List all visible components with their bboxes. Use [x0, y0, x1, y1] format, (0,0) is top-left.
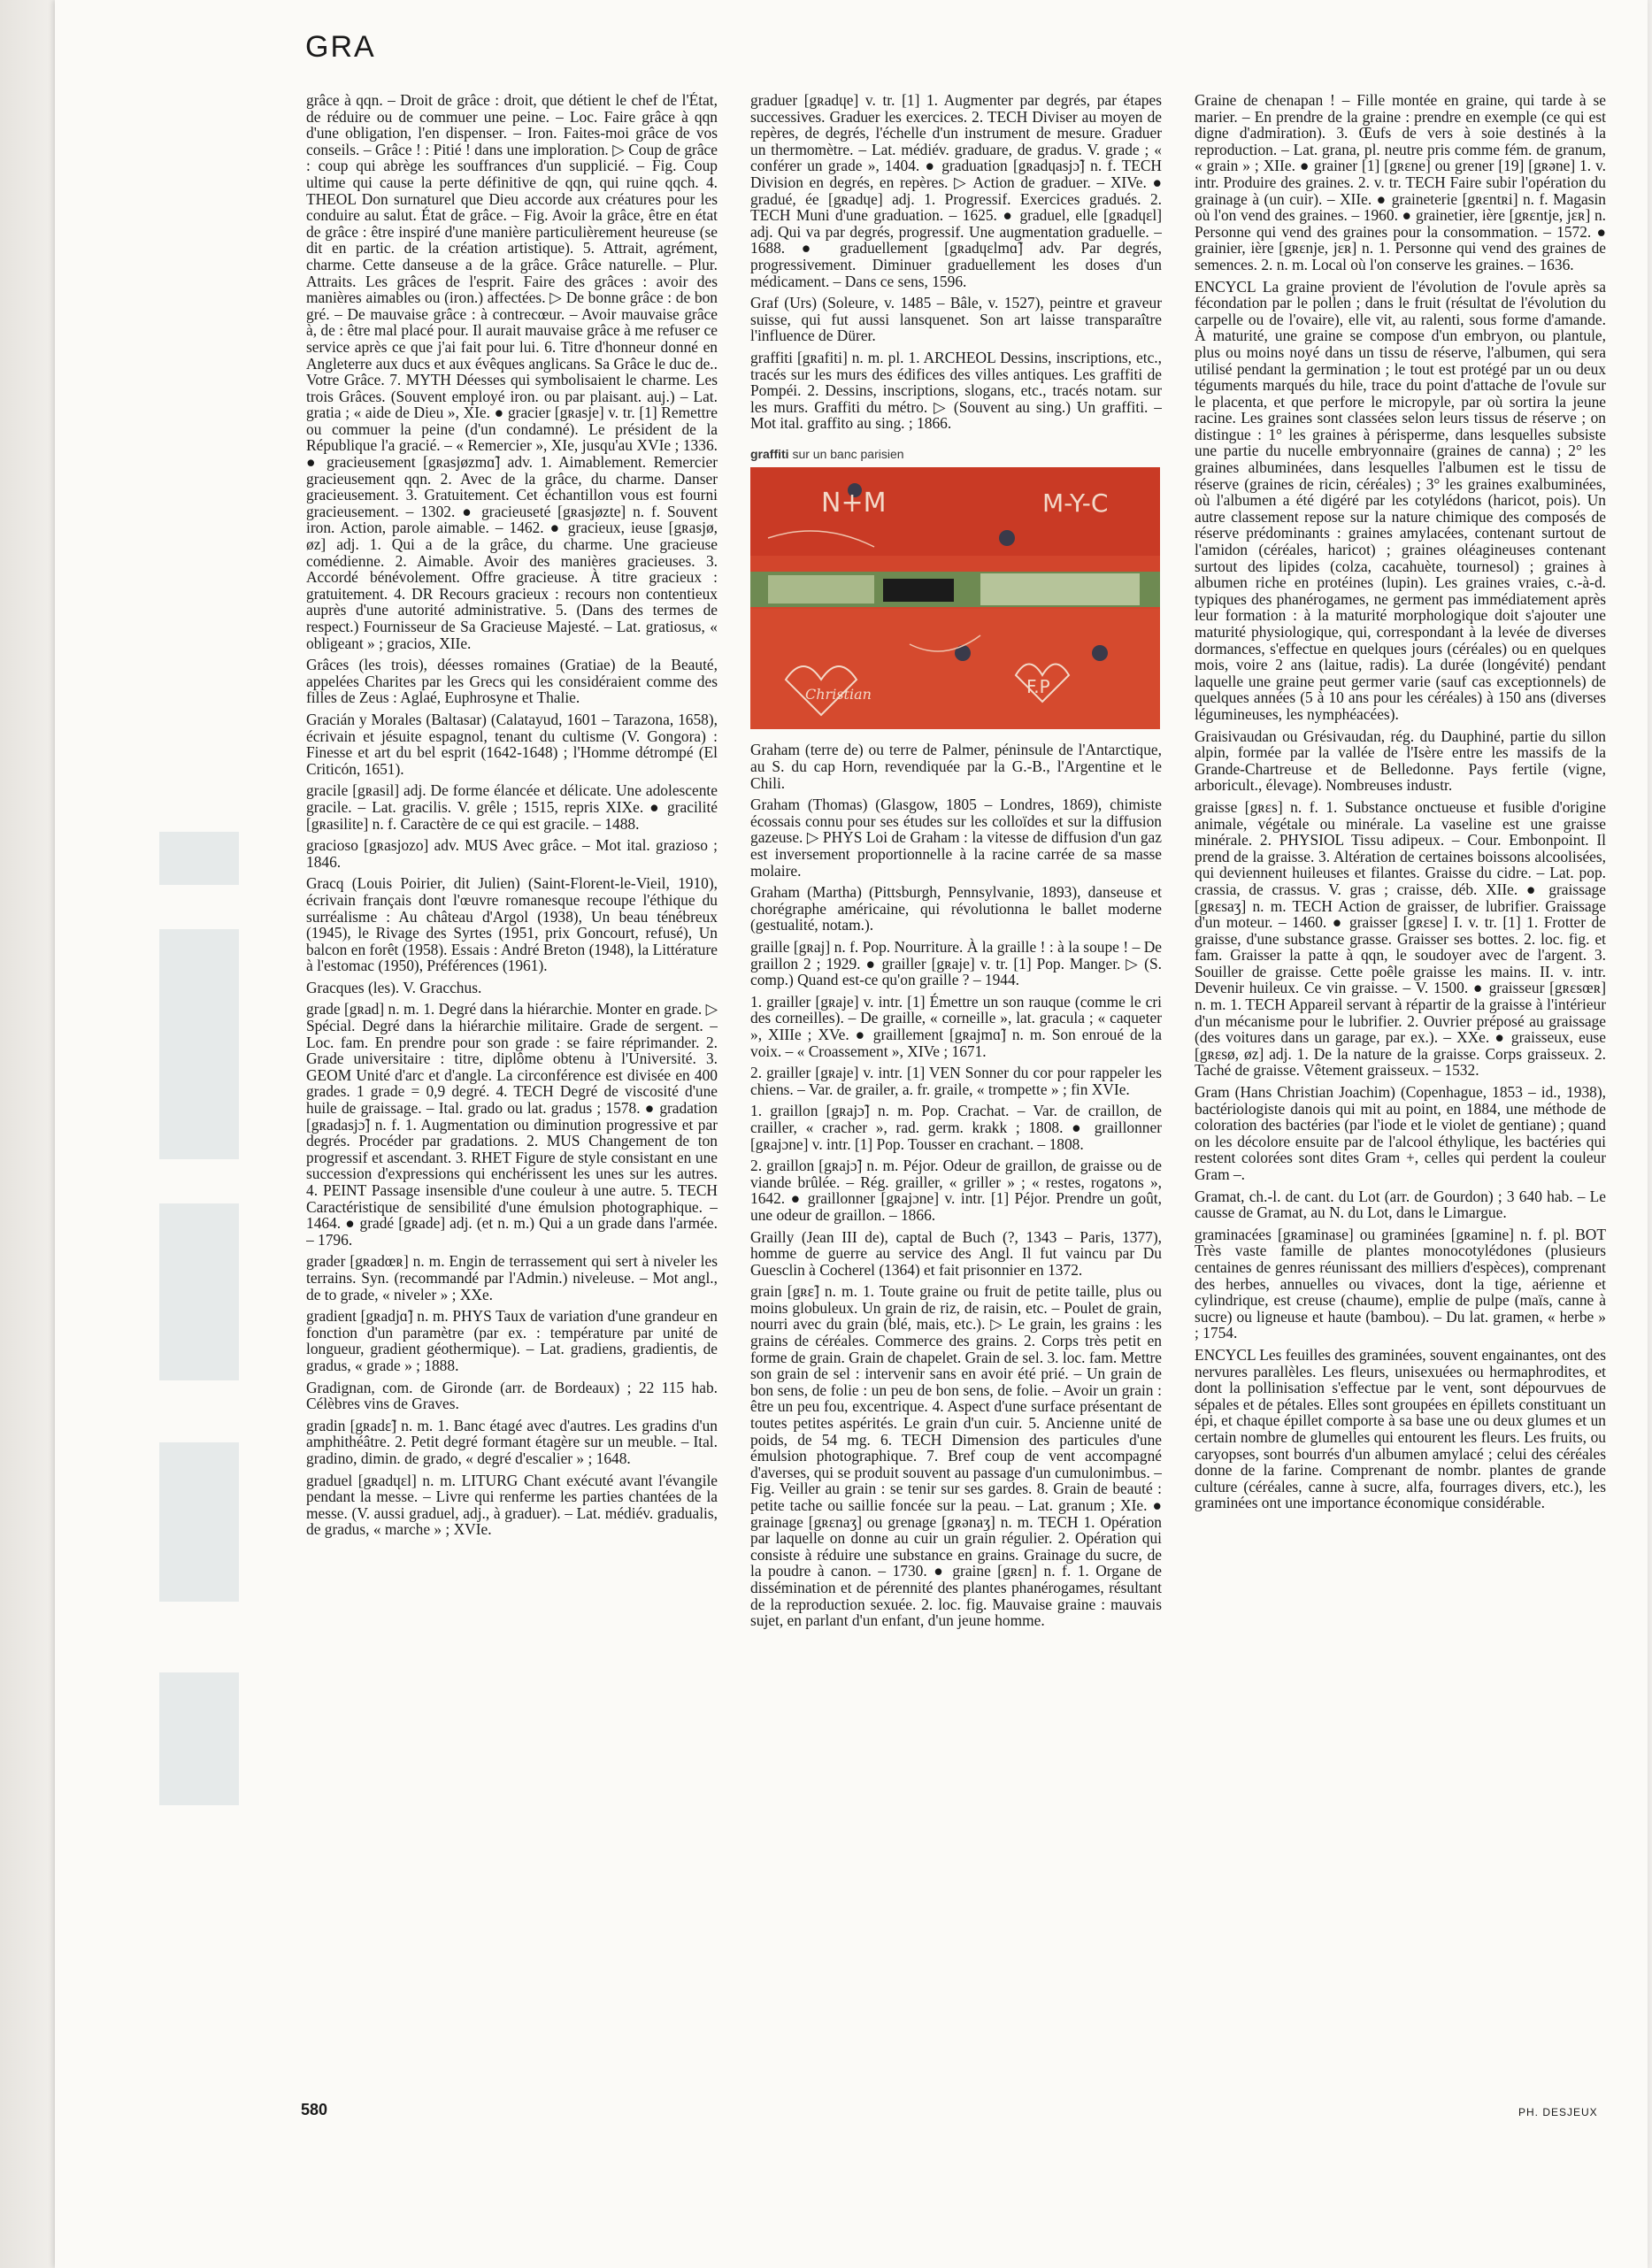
graffiti-tag-1: N+M — [821, 488, 887, 519]
photo-caption-text: sur un banc parisien — [792, 446, 904, 461]
entry-grailler-1: 1. grailler [gʀaje] v. intr. [1] Émettre un son rauque (comme le cri des corneilles). – De graille, « corneille », lat. gracula ; « caqueter », XIIIe ; XVe. ● graillement [gʀajmɑ̃] n. m. Son enroué de la voix. – « Croassement », XIVe ; 1671. — [750, 992, 1162, 1060]
entry-graham-martha: Graham (Martha) (Pittsburgh, Pennsylvanie, 1893), danseuse et chorégraphe américaine, qui révolutionna le ballet moderne (gestualité, notam.). — [750, 883, 1162, 934]
graffiti-tag-2: M-Y-C — [1042, 488, 1109, 519]
entry-graine-cont: Graine de chenapan ! – Fille montée en graine, qui tarde à se marier. – En prendre de la graine : prendre en exemple (ce qui est digne d'admiration). 3. Œufs de vers à soie destinés à la reproduction. – Lat. grana, pl. neutre pris comme fém. de granum, « grain » ; XIIe. ● grainer [1] [gʀɛne] ou grener [19] [gʀəne] 1. v. intr. Produire des graines. 2. v. tr. TECH Faire subir l'opération du grainage à (un cuir). – XIIe. ● graineterie [gʀɛntʀi] n. f. Magasin où l'on vend des graines. – 1960. ● grainetier, ière [gʀɛntje, jɛʀ] n. Personne qui vend des graines pour la consommation. – 1572. ● grainier, ière [gʀɛnje, jɛʀ] n. 1. Personne qui vend des graines de semences. 2. n. m. Local où l'on conserve les graines. – 1636. — [1195, 92, 1606, 273]
entry-graminees-encycl: ENCYCL Les feuilles des graminées, souvent engainantes, ont des nervures parallèles. Les fleurs, unisexuées ou hermaphrodites, et dont la pollinisation s'effectue par le vent, sont dépourvues de sépales et de pétales. Elles sont groupées en épillets constituant un épi, et chaque épillet comporte à sa base une ou deux glumes et un certain nombre de glumelles qui entourent les fleurs. Les fruits, ou caryopses, sont bourrés d'un albumen amylacé ; celui des céréales donne de la farine. Comprenant de nombr. plantes de grande culture (céréales, canne à sucre, alfa, fourrages divers, etc.), les graminées ont une importance économique considérable. — [1195, 1345, 1606, 1512]
entry-gracile: gracile [gʀasil] adj. De forme élancée et délicate. Une adolescente gracile. – Lat. gracilis. V. grêle ; 1515, repris XIXe. ● gracilité [gʀasilite] n. f. Caractère de ce qui est gracile. – 1488. — [306, 781, 718, 833]
entry-gracian: Gracián y Morales (Baltasar) (Calatayud, 1601 – Tarazona, 1658), écrivain et jésuite espagnol, tenant du cultisme (V. Gongora) : Finesse et art du bel esprit (1642-1648) ; l'Homme détrompé (El Criticón, 1651). — [306, 710, 718, 778]
entry-graine-encycl: ENCYCL La graine provient de l'évolution de l'ovule après sa fécondation par le pollen ; dans le fruit (résultat de l'évolution du carpelle ou de l'ovaire), elle vit, au ralenti, sous forme d'amande. À maturité, une graine se compose d'un embryon, ou plantule, plus ou moins noyé dans un tissu de réserve, l'albumen, qui sera utilisé pendant la germination ; le tout est protégé par un ou deux téguments marqués du hile, trace du point d'attache de l'ovule sur le placenta, et que perfore le micropyle, par où sortira la jeune racine. Les graines sont classées selon leurs tissus de réserve ; on distingue : 1° les graines à périsperme, dans lesquelles subsiste une partie du nucelle embryonnaire (graines de canna) ; 2° les graines albuminées, dans lesquelles l'albumen est le tissu de réserve (graines de ricin, céréales) ; 3° les graines exalbuminées, où l'albumen a été digéré par les cotylédons (haricot, pois). Un autre classement repose sur la nature chimique des composés de réserve prédominants : graines amylacées, contenant surtout de l'amidon (céréales, haricot) ; graines oléagineuses contenant surtout des lipides (colza, cacahuète, tournesol) ; graines à albumen riche en protéines (lupin). Les graines vraies, c.-à-d. typiques des phanérogames, ne germent pas immédiatement après leur formation : à la maturité morphologique doit s'ajouter une maturité physiologique, qui, correspondant à la levée de diverses dormances, s'effectue en quelques jours (céréales) ou en quelques mois, voire 2 ans (laitue, radis). La durée (longévité) pendant laquelle une graine peut germer varie (sauf cas exceptionnels) de quelques années (5 à 10 ans pour les céréales) à 150 ans (diverses légumineuses, les nymphéacées). — [1195, 277, 1606, 723]
graffiti-bench-image — [750, 467, 1160, 729]
graffiti-photo — [750, 467, 1160, 729]
entry-graham-terre: Graham (terre de) ou terre de Palmer, péninsule de l'Antarctique, au S. du cap Horn, revendiquée par la G.-B., l'Argentine et le Chili. — [750, 741, 1162, 792]
entry-graf: Graf (Urs) (Soleure, v. 1485 – Bâle, v. 1527), peintre et graveur suisse, qui fut aussi lansquenet. Son art laisse transparaître l'influence de Dürer. — [750, 294, 1162, 345]
entry-gracq: Gracq (Louis Poirier, dit Julien) (Saint-Florent-le-Vieil, 1910), écrivain français dont l'œuvre romanesque recoupe l'éthique du surréalisme : Au château d'Argol (1938), Un beau ténébreux (1945), le Rivage des Syrtes (1951, prix Goncourt, refusé), Un balcon en forêt (1958). Essais : André Breton (1948), la Littérature à l'estomac (1950), Préférences (1961). — [306, 874, 718, 975]
entry-graduel-noun: graduel [gʀadɥɛl] n. m. LITURG Chant exécuté avant l'évangile pendant la messe. – Livre qui renferme les parties chantées de la messe. (V. aussi graduel, adj., à graduer). – Lat. médiév. gradualis, de gradus, « marche » ; XVIe. — [306, 1471, 718, 1539]
entry-graduer: graduer [gʀadɥe] v. tr. [1] 1. Augmenter par degrés, par étapes successives. Graduer les exercices. 2. TECH Diviser au moyen de repères, de degrés, l'échelle d'un instrument de mesure. Graduer un thermomètre. – Lat. médiév. graduare, de gradus. V. grade ; « conférer un grade », 1404. ● graduation [gʀadɥasjɔ̃] n. f. TECH Division en degrés, en repères. ▷ Action de graduer. – XIVe. ● gradué, ée [gʀadɥe] adj. 1. Progressif. Exercices gradués. 2. TECH Muni d'une graduation. – 1625. ● graduel, elle [gʀadɥɛl] adj. Qui va par degrés, progressif. Une augmentation graduelle. – 1688. ● graduellement [gʀadɥɛlmɑ̃] adv. Par degrés, progressivement. Diminuer graduellement les doses d'un médicament. – Dans ce sens, 1596. — [750, 92, 1162, 290]
entry-gradient: gradient [gʀadjɑ̃] n. m. PHYS Taux de variation d'une grandeur en fonction d'un paramètre (par ex. : température par unité de longueur, gradient géothermique). – Lat. gradiens, gradientis, de gradus, « grade » ; 1888. — [306, 1307, 718, 1374]
entry-grace: grâce à qqn. – Droit de grâce : droit, que détient le chef de l'État, de réduire ou de commuer une peine. – Loc. Faire grâce à qqn d'une obligation, l'en dispenser. – Iron. Faites-moi grâce de vos conseils. – Grâce ! : Pitié ! dans une imploration. ▷ Coup de grâce : coup qui abrège les souffrances d'un supplicié. – Fig. Coup ultime qui cause la perte définitive de qqn, qui ruine qqch. 4. THEOL Don surnaturel que Dieu accorde aux créatures pour les conduire au salut. État de grâce. – Fig. Avoir la grâce, être en état de grâce : être inspiré d'une manière particulièrement heureuse (se dit en partic. de la création artistique). 5. Attrait, agrément, charme. Cette danseuse a de la grâce. Grâce naturelle. – Plur. Attraits. Les grâces de l'esprit. Faire des grâces : avoir des manières aimables ou (iron.) affectées. ▷ De bonne grâce : de bon gré. – De mauvaise grâce : à contrecœur. – Avoir mauvaise grâce à, de : être mal placé pour. Il aurait mauvaise grâce à me refuser ce service après ce que j'ai fait pour lui. 6. Titre d'honneur donné en Angleterre aux ducs et aux évêques anglicans. Sa Grâce le duc de.. Votre Grâce. 7. MYTH Déesses qui symbolisaient le charme. Les trois Grâces. (Souvent employé iron. ou par plaisant. auj.) – Lat. gratia ; « aide de Dieu », XIe. ● gracier [gʀasje] v. tr. [1] Remettre ou commuer la peine (d'un condamné). Le président de la République l'a gracié. – « Remercier », XIe, jusqu'au XVIe ; 1336. ● gracieusement [gʀasjøzmɑ̃] adv. 1. Aimablement. Remercier gracieusement qqn. 2. Avec de la grâce, du charme. Danser gracieusement. 3. Gratuitement. Cet échantillon vous est fourni gracieusement. – 1302. ● gracieuseté [gʀasjøzte] n. f. Souvent iron. Action, parole aimable. – 1462. ● gracieux, ieuse [gʀasjø, øz] adj. 1. Qui a de la grâce, du charme. Une gracieuse comédienne. 2. Aimable. Avoir des manières gracieuses. 3. Accordé bénévolement. Offre gracieuse. À titre gracieux : gratuitement. 4. DR Recours gracieux : recours non contentieux auprès d'une autorité administrative. 5. (Dans des termes de respect.) Fournisseur de Sa Gracieuse Majesté. – Lat. gratiosus, « obligeant » ; gracios, XIIe. — [306, 92, 718, 652]
entry-grade: grade [gʀad] n. m. 1. Degré dans la hiérarchie. Monter en grade. ▷ Spécial. Degré dans la hiérarchie militaire. Grade de sergent. – Loc. fam. En prendre pour son grade : se faire réprimander. 2. Grade universitaire : titre, diplôme obtenu à l'Université. 3. GEOM Unité d'arc et d'angle. La circonférence est divisée en 400 grades. 1 grade = 0,9 degré. 4. TECH Degré de viscosité d'une huile de graissage. – Ital. grado ou lat. gradus ; 1578. ● gradation [gʀadasjɔ̃] n. f. 1. Augmentation ou diminution progressive et par degrés. Procéder par gradations. 2. MUS Changement de ton progressif et ascendant. 3. RHET Figure de style consistant en une succession d'expressions qui enchérissent les unes sur les autres. 4. PEINT Passage insensible d'une couleur à une autre. 5. TECH Caractéristique de sensibilité d'une émulsion photographique. – 1464. ● gradé [gʀade] adj. (et n. m.) Qui a un grade dans l'armée. – 1796. — [306, 1000, 718, 1249]
entry-graillon-1: 1. graillon [gʀajɔ̃] n. m. Pop. Crachat. – Var. de craillon, de crailler, « cracher », rad. germ. krakk ; 1808. ● graillonner [gʀajɔne] v. intr. [1] Pop. Tousser en crachant. – 1808. — [750, 1102, 1162, 1153]
entry-grailler-2: 2. grailler [gʀaje] v. intr. [1] VEN Sonner du cor pour rappeler les chiens. – Var. de grailer, a. fr. graile, « trompette » ; fin XVIe. — [750, 1064, 1162, 1098]
entry-graille: graille [gʀaj] n. f. Pop. Nourriture. À la graille ! : à la soupe ! – De graillon 2 ; 1929. ● grailler [gʀaje] v. tr. [1] Pop. Manger. ▷ (S. comp.) Quand est-ce qu'on graille ? – 1944. — [750, 938, 1162, 989]
page-gutter — [0, 0, 55, 2268]
entry-gramat: Gramat, ch.-l. de cant. du Lot (arr. de Gourdon) ; 3 640 hab. – Le causse de Gramat, au N. du Lot, dans le Limargue. — [1195, 1187, 1606, 1222]
entry-grader: grader [gʀadœʀ] n. m. Engin de terrassement qui sert à niveler les terrains. Syn. (recommandé par l'Admin.) niveleuse. – Mot angl., de to grade, « niveler » ; XXe. — [306, 1252, 718, 1303]
entry-graillon-2: 2. graillon [gʀajɔ̃] n. m. Péjor. Odeur de graillon, de graisse ou de viande brûlée. – Rég. grailler, « griller » ; « restes, rogatons », 1642. ● graillonner [gʀajɔne] v. intr. [1] Péjor. Prendre un goût, une odeur de graillon. – 1866. — [750, 1157, 1162, 1224]
page-number: 580 — [301, 2101, 328, 2118]
photo-credit: PH. DESJEUX — [1518, 2106, 1598, 2118]
entry-graisivaudan: Graisivaudan ou Grésivaudan, rég. du Dauphiné, partie du sillon alpin, formée par la vallée de l'Isère entre les massifs de la Grande-Chartreuse et de Belledonne. Pays fertile (vigne, arboricult., élevage). Nombreuses industr. — [1195, 727, 1606, 795]
entry-grain: grain [gʀɛ̃] n. m. 1. Toute graine ou fruit de petite taille, plus ou moins globuleux. Un grain de riz, de raisin, etc. – Poulet de grain, nourri avec du grain (blé, mais, etc.). ▷ Le grain, les grains : les grains de céréales. Commerce des grains. 2. Corps très petit en forme de grain. Grain de chapelet. Grain de sel. 3. loc. fam. Mettre son grain de sel : intervenir sans en avoir été prié. – Un grain de bon sens, de folie : un peu de bon sens, de folie. – Avoir un grain : être un peu fou, excentrique. 4. Aspect d'une surface présentant de toutes petites aspérités. Le grain d'un cuir. 5. Ancienne unité de poids, de 54 mg. 6. TECH Dimension des particules d'une émulsion photographique. 7. Bref coup de vent accompagné d'averses, qui se produit souvent au passage d'un cumulonimbus. – Fig. Veiller au grain : se tenir sur ses gardes. 8. Grain de beauté : petite tache ou saillie foncée sur la peau. – Lat. granum ; XIe. ● grainage [gʀɛnaʒ] ou grenage [gʀənaʒ] n. m. TECH 1. Opération par laquelle on donne au cuir un grain régulier. 2. Opération qui consiste à réduire une substance en grains. Grainage du sucre, de la poudre à canon. – 1730. ● graine [gʀɛn] n. f. 1. Organe de dissémination et de pérennité des plantes phanérogames, résultant de la reproduction sexuée. 2. loc. fig. Mauvaise graine : mauvais sujet, en parlant d'un enfant, d'un jeune homme. — [750, 1282, 1162, 1630]
entry-gracioso: gracioso [gʀasjozo] adv. MUS Avec grâce. – Mot ital. grazioso ; 1846. — [306, 836, 718, 871]
column-2 — [750, 92, 1162, 2092]
photo-caption — [750, 446, 1162, 463]
entry-gram: Gram (Hans Christian Joachim) (Copenhague, 1853 – id., 1938), bactériologiste danois qui mit au point, en 1884, une méthode de coloration des bactéries (par l'iode et le violet de gentiane) ; quand on les décolore ensuite par de l'alcool éthylique, les bactéries qui restent colorées sont dites Gram +, celles qui perdent la couleur Gram –. — [1195, 1083, 1606, 1183]
entry-graminacees: graminacées [gʀaminase] ou graminées [gʀamine] n. f. pl. BOT Très vaste famille de plantes monocotylédones (plusieurs centaines de genres réunissant des milliers d'espèces), comprenant des herbes, annuelles ou vivaces, dont la tige, aérienne et cylindrique, est creuse (chaume), emplie de pulpe (maïs, canne à sucre) ou ligneuse et haute (bambou). – Du lat. gramen, « herbe » ; 1754. — [1195, 1225, 1606, 1342]
entry-graham-thomas: Graham (Thomas) (Glasgow, 1805 – Londres, 1869), chimiste écossais connu pour ses études sur les colloïdes et sur la diffusion gazeuse. ▷ PHYS Loi de Graham : la vitesse de diffusion d'un gaz est inversement proportionnelle à la racine carrée de sa masse molaire. — [750, 796, 1162, 880]
entry-gradignan: Gradignan, com. de Gironde (arr. de Bordeaux) ; 22 115 hab. Célèbres vins de Graves. — [306, 1378, 718, 1413]
entry-graisse: graisse [gʀɛs] n. f. 1. Substance onctueuse et fusible d'origine animale, végétale ou minérale. La vaseline est une graisse minérale. 2. PHYSIOL Tissu adipeux. – Cour. Embonpoint. Il prend de la graisse. 3. Altération de certaines boissons alcoolisées, qui deviennent huileuses et filantes. Graisse du cidre. – Lat. pop. crassia, de crassus. V. gras ; craisse, déb. XIIe. ● graissage [gʀɛsaʒ] n. m. TECH Action de graisser, de lubrifier. Graissage d'un moteur. – 1460. ● graisser [gʀɛse] I. v. tr. [1] 1. Frotter de graisse, d'une substance grasse. Graisser ses bottes. 2. loc. fig. et fam. Graisser la patte à qqn, le soudoyer avec de l'argent. 3. Souiller de graisse. Cette poêle graisse les mains. II. v. intr. Devenir huileux. Ce vin graisse. – V. 1500. ● graisseur [gʀɛsœʀ] n. m. 1. TECH Appareil servant à répartir de la graisse à l'intérieur d'un mécanisme pour le lubrifier. 2. Ouvrier préposé au graissage (des voitures dans un garage, par ex.). – XXe. ● graisseux, euse [gʀɛsø, øz] adj. 1. De la nature de la graisse. Corps graisseux. 2. Taché de graisse. Vêtement graisseux. – 1532. — [1195, 797, 1606, 1080]
entry-grailly: Grailly (Jean III de), captal de Buch (?, 1343 – Paris, 1377), homme de guerre au service des Angl. Il fut vaincu par Du Guesclin à Cocherel (1364) et fait prisonnier en 1372. — [750, 1227, 1162, 1279]
graffiti-tag-4: Christian — [805, 686, 872, 703]
entry-graces: Grâces (les trois), déesses romaines (Gratiae) de la Beauté, appelées Charites par les Grecs qui les considéraient comme des filles de Zeus : Aglaé, Euphrosyne et Thalie. — [306, 656, 718, 707]
photo-caption-word: graffiti — [750, 446, 789, 461]
bleed-through-ghost — [142, 823, 257, 1867]
column-3 — [1195, 92, 1606, 2092]
entry-gracques: Gracques (les). V. Gracchus. — [306, 978, 482, 996]
guide-word: GRA — [305, 30, 376, 64]
column-1 — [306, 92, 718, 2092]
entry-graffiti: graffiti [gʀafiti] n. m. pl. 1. ARCHEOL Dessins, inscriptions, etc., tracés sur les murs des édifices des villes antiques. Les graffiti de Pompéi. 2. Dessins, inscriptions, slogans, etc., tracés notam. sur les murs. Graffiti du métro. ▷ (Souvent au sing.) Un graffiti. – Mot ital. graffito au sing. ; 1866. — [750, 348, 1162, 433]
graffiti-tag-3: F.P — [1026, 676, 1050, 698]
entry-gradin: gradin [gʀadɛ̃] n. m. 1. Banc étagé avec d'autres. Les gradins d'un amphithéâtre. 2. Petit degré formant étagère sur un meuble. – Ital. gradino, dimin. de grado, « degré d'escalier » ; 1648. — [306, 1416, 718, 1467]
